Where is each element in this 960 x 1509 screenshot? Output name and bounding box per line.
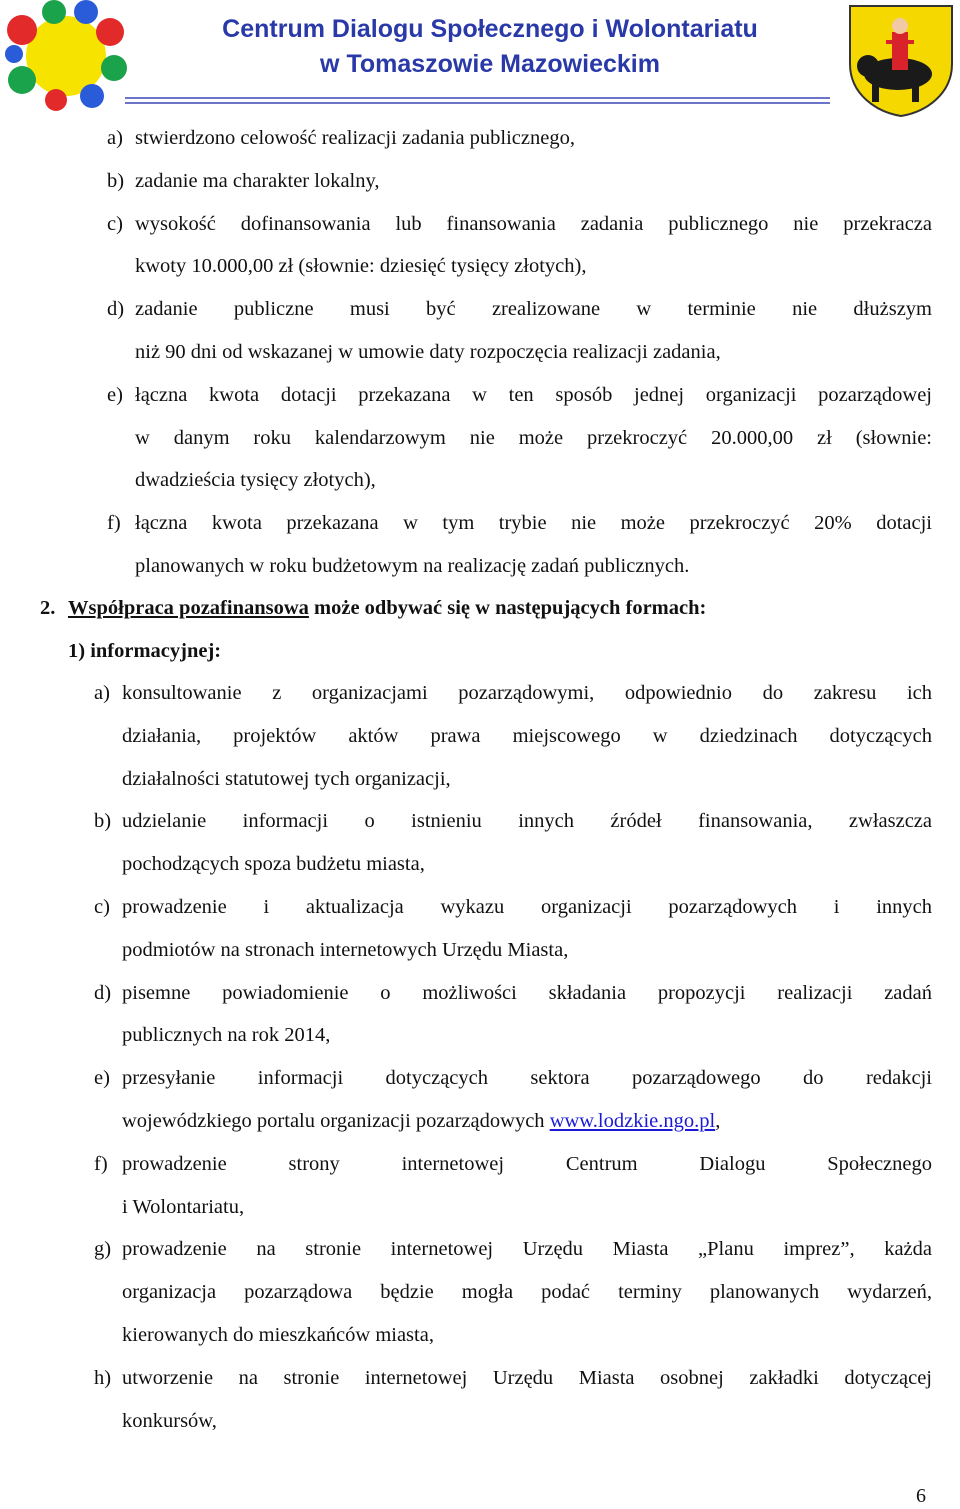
list-item-label: g) (94, 1238, 112, 1261)
list-item-text: planowanych w roku budżetowym na realizację zadań publicznych. (135, 555, 690, 577)
list-item-text: konkursów, (122, 1409, 217, 1432)
link-suffix: , (715, 1110, 721, 1132)
list-item-label: f) (94, 1152, 108, 1175)
list-item-text: pisemne powiadomienie o możliwości składania propozycji realizacji zadań (122, 981, 932, 1004)
portal-link[interactable]: www.lodzkie.ngo.pl (549, 1110, 716, 1132)
list-item-text: łączna kwota dotacji przekazana w ten sposób jednej organizacji pozarządowej (135, 383, 932, 406)
list-item-text: dwadzieścia tysięcy złotych), (135, 469, 376, 492)
list-item-label: b) (107, 169, 125, 192)
list-item-text: łączna kwota przekazana w tym trybie nie może przekroczyć 20% dotacji (135, 512, 932, 535)
list-item-label: e) (94, 1067, 110, 1090)
list-item-text: działania, projektów aktów prawa miejscowego w dziedzinach dotyczących (122, 724, 932, 747)
list-item-text: konsultowanie z organizacjami pozarządowymi, odpowiednio do zakresu ich (122, 682, 932, 704)
list-item-text: kwoty 10.000,00 zł (słownie: dziesięć tysięcy złotych), (135, 255, 587, 278)
section-heading (68, 596, 706, 620)
list-item-text: pochodzących spoza budżetu miasta, (122, 853, 425, 876)
list-item-label: a) (94, 682, 110, 704)
list-item-label: d) (94, 981, 112, 1004)
list-item-text: kierowanych do mieszkańców miasta, (122, 1324, 434, 1346)
list-item-text: w danym roku kalendarzowym nie może przekroczyć 20.000,00 zł (słownie: (135, 426, 932, 449)
list-item-text (122, 1109, 720, 1133)
header-title-line2: w Tomaszowie Mazowieckim (320, 50, 660, 78)
list-item-label: c) (107, 212, 123, 235)
section-heading-rest: może odbywać się w następujących formach: (308, 597, 707, 619)
page-header (0, 0, 960, 120)
list-item-text: działalności statutowej tych organizacji, (122, 767, 451, 790)
list-item-text: zadanie ma charakter lokalny, (135, 169, 380, 192)
page-number: 6 (916, 1485, 926, 1507)
list-item-label: d) (107, 298, 125, 321)
header-title-line1: Centrum Dialogu Społecznego i Wolontariatu (222, 15, 758, 43)
cdsiw-logo-icon (2, 0, 130, 112)
list-item-text: niż 90 dni od wskazanej w umowie daty rozpoczęcia realizacji zadania, (135, 341, 721, 363)
list-item-text: prowadzenie i aktualizacja wykazu organizacji pozarządowych i innych (122, 896, 932, 918)
list-item-text: prowadzenie strony internetowej Centrum Dialogu Społecznego (122, 1152, 932, 1175)
section-number: 2. (40, 597, 56, 619)
list-item-text: udzielanie informacji o istnieniu innych źródeł finansowania, zwłaszcza (122, 810, 932, 833)
list-item-label: a) (107, 127, 123, 149)
list-item-label: c) (94, 896, 110, 918)
list-item-text: stwierdzono celowość realizacji zadania publicznego, (135, 127, 575, 149)
list-item-text: prowadzenie na stronie internetowej Urzędu Miasta „Planu imprez”, każda (122, 1238, 932, 1261)
list-item-text: wysokość dofinansowania lub finansowania zadania publicznego nie przekracza (135, 212, 932, 235)
city-crest-icon (846, 2, 956, 118)
list-item-label: h) (94, 1366, 112, 1389)
list-item-text: i Wolontariatu, (122, 1195, 245, 1218)
list-item-text: publicznych na rok 2014, (122, 1024, 331, 1047)
list-item-text: zadanie publiczne musi być zrealizowane w terminie nie dłuższym (135, 298, 932, 321)
header-rule (125, 97, 830, 99)
list-item-text: organizacja pozarządowa będzie mogła podać terminy planowanych wydarzeń, (122, 1281, 932, 1304)
header-rule (125, 102, 830, 104)
subsection-heading: 1) informacyjnej: (68, 640, 222, 662)
list-item-label: e) (107, 383, 123, 406)
list-item-text: przesyłanie informacji dotyczących sektora pozarządowego do redakcji (122, 1067, 932, 1090)
section-heading-underlined: Współpraca pozafinansowa (68, 597, 309, 619)
list-item-text: podmiotów na stronach internetowych Urzędu Miasta, (122, 938, 569, 961)
list-item-text: utworzenie na stronie internetowej Urzędu Miasta osobnej zakładki dotyczącej (122, 1366, 932, 1389)
link-prefix: wojewódzkiego portalu organizacji pozarządowych (122, 1110, 550, 1132)
list-item-label: b) (94, 810, 112, 833)
list-item-label: f) (107, 512, 121, 535)
